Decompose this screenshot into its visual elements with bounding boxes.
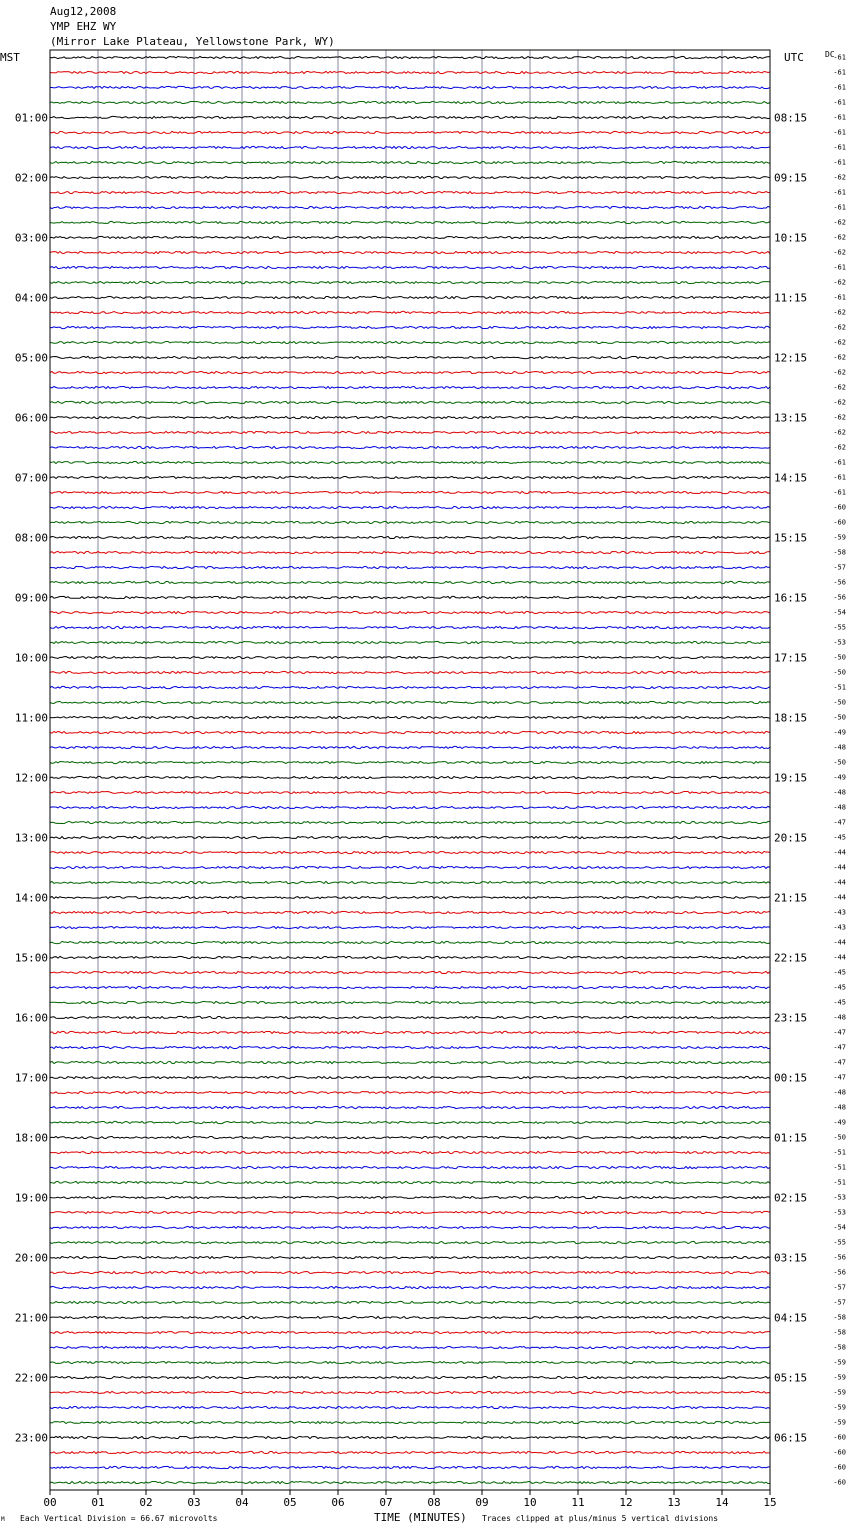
trace-row-86 — [50, 1346, 770, 1348]
trace-row-53 — [50, 851, 770, 853]
trace-row-55 — [50, 881, 770, 883]
dc-offset-row-3: -61 — [833, 98, 846, 107]
trace-row-4 — [50, 116, 770, 118]
right-hour-label: 10:15 — [774, 231, 808, 245]
trace-row-62 — [50, 986, 770, 988]
trace-row-44 — [50, 716, 770, 718]
dc-offset-row-5: -61 — [833, 128, 846, 137]
dc-offset-row-76: -53 — [833, 1193, 846, 1202]
trace-row-30 — [50, 506, 770, 508]
trace-row-61 — [50, 971, 770, 973]
dc-offset-row-62: -45 — [833, 983, 846, 992]
left-hour-label: 08:00 — [14, 531, 48, 545]
dc-offset-row-30: -60 — [833, 503, 846, 512]
dc-offset-row-50: -48 — [833, 803, 846, 812]
x-tick-label-09: 09 — [475, 1496, 489, 1509]
trace-row-19 — [50, 341, 770, 343]
trace-row-78 — [50, 1226, 770, 1228]
dc-offset-row-68: -47 — [833, 1073, 846, 1082]
chart-date: Aug12,2008 — [50, 5, 117, 18]
dc-offset-row-8: -62 — [833, 173, 846, 182]
dc-offset-row-18: -62 — [833, 323, 846, 332]
trace-row-66 — [50, 1046, 770, 1048]
left-hour-label: 05:00 — [14, 351, 48, 365]
left-hour-label: 07:00 — [14, 471, 48, 485]
trace-row-27 — [50, 461, 770, 463]
left-hour-label: 21:00 — [14, 1311, 48, 1325]
trace-row-45 — [50, 731, 770, 733]
trace-row-93 — [50, 1451, 770, 1453]
trace-row-90 — [50, 1406, 770, 1408]
dc-offset-row-63: -45 — [833, 998, 846, 1007]
dc-offset-row-74: -51 — [833, 1163, 846, 1172]
dc-offset-row-67: -47 — [833, 1058, 846, 1067]
dc-offset-row-1: -61 — [833, 68, 846, 77]
trace-row-21 — [50, 371, 770, 373]
dc-offset-row-78: -54 — [833, 1223, 846, 1232]
left-hour-label: 14:00 — [14, 891, 48, 905]
dc-offset-row-27: -61 — [833, 458, 846, 467]
trace-row-15 — [50, 281, 770, 283]
dc-offset-row-37: -54 — [833, 608, 846, 617]
x-tick-label-14: 14 — [715, 1496, 729, 1509]
trace-row-14 — [50, 266, 770, 268]
left-hour-label: 20:00 — [14, 1251, 48, 1265]
dc-offset-row-73: -51 — [833, 1148, 846, 1157]
dc-label: DC — [825, 50, 835, 59]
dc-offset-row-79: -55 — [833, 1238, 846, 1247]
dc-offset-row-51: -47 — [833, 818, 846, 827]
dc-offset-row-11: -62 — [833, 218, 846, 227]
trace-row-92 — [50, 1436, 770, 1438]
trace-row-32 — [50, 536, 770, 538]
dc-offset-row-23: -62 — [833, 398, 846, 407]
right-hour-label: 00:15 — [774, 1071, 808, 1085]
trace-row-83 — [50, 1301, 770, 1303]
dc-offset-row-85: -58 — [833, 1328, 846, 1337]
trace-row-69 — [50, 1091, 770, 1093]
right-hour-label: 13:15 — [774, 411, 808, 425]
x-tick-label-01: 01 — [91, 1496, 105, 1509]
dc-offset-row-65: -47 — [833, 1028, 846, 1037]
trace-row-10 — [50, 206, 770, 208]
trace-row-70 — [50, 1106, 770, 1108]
trace-row-39 — [50, 641, 770, 643]
dc-offset-row-82: -57 — [833, 1283, 846, 1292]
scale-note: Each Vertical Division = 66.67 microvolts — [20, 1514, 218, 1523]
x-tick-label-13: 13 — [667, 1496, 681, 1509]
trace-row-68 — [50, 1076, 770, 1078]
dc-offset-row-84: -58 — [833, 1313, 846, 1322]
right-hour-label: 17:15 — [774, 651, 808, 665]
right-hour-label: 02:15 — [774, 1191, 808, 1205]
dc-offset-row-10: -61 — [833, 203, 846, 212]
station-location: (Mirror Lake Plateau, Yellowstone Park, WY) — [50, 35, 335, 48]
dc-offset-row-36: -56 — [833, 593, 846, 602]
trace-row-57 — [50, 911, 770, 913]
right-hour-label: 03:15 — [774, 1251, 808, 1265]
left-hour-label: 16:00 — [14, 1011, 48, 1025]
station-code: YMP EHZ WY — [50, 20, 117, 33]
right-hour-label: 23:15 — [774, 1011, 808, 1025]
dc-offset-row-24: -62 — [833, 413, 846, 422]
trace-row-16 — [50, 296, 770, 298]
trace-row-2 — [50, 86, 770, 88]
trace-row-38 — [50, 626, 770, 628]
trace-row-84 — [50, 1316, 770, 1318]
right-hour-label: 11:15 — [774, 291, 808, 305]
left-hour-label: 13:00 — [14, 831, 48, 845]
right-hour-label: 20:15 — [774, 831, 808, 845]
x-tick-label-15: 15 — [763, 1496, 777, 1509]
left-hour-label: 06:00 — [14, 411, 48, 425]
dc-offset-row-89: -59 — [833, 1388, 846, 1397]
dc-offset-row-77: -53 — [833, 1208, 846, 1217]
trace-row-54 — [50, 866, 770, 868]
right-hour-label: 22:15 — [774, 951, 808, 965]
left-hour-label: 18:00 — [14, 1131, 48, 1145]
dc-offset-row-19: -62 — [833, 338, 846, 347]
dc-offset-row-28: -61 — [833, 473, 846, 482]
x-tick-label-10: 10 — [523, 1496, 537, 1509]
dc-offset-row-25: -62 — [833, 428, 846, 437]
dc-offset-row-80: -56 — [833, 1253, 846, 1262]
trace-row-36 — [50, 596, 770, 598]
right-hour-label: 19:15 — [774, 771, 808, 785]
left-hour-label: 19:00 — [14, 1191, 48, 1205]
right-hour-label: 21:15 — [774, 891, 808, 905]
dc-offset-row-44: -50 — [833, 713, 846, 722]
dc-offset-row-15: -62 — [833, 278, 846, 287]
dc-offset-row-71: -49 — [833, 1118, 846, 1127]
trace-row-24 — [50, 416, 770, 418]
dc-offset-row-92: -60 — [833, 1433, 846, 1442]
dc-offset-row-31: -60 — [833, 518, 846, 527]
trace-row-26 — [50, 446, 770, 448]
trace-row-6 — [50, 146, 770, 148]
dc-offset-row-88: -59 — [833, 1373, 846, 1382]
dc-offset-row-26: -62 — [833, 443, 846, 452]
trace-row-20 — [50, 356, 770, 358]
dc-offset-row-72: -50 — [833, 1133, 846, 1142]
trace-row-37 — [50, 611, 770, 613]
dc-offset-row-61: -45 — [833, 968, 846, 977]
trace-row-49 — [50, 791, 770, 793]
trace-row-52 — [50, 836, 770, 838]
left-hour-label: 11:00 — [14, 711, 48, 725]
left-hour-label: 15:00 — [14, 951, 48, 965]
x-tick-label-07: 07 — [379, 1496, 393, 1509]
dc-offset-row-45: -49 — [833, 728, 846, 737]
x-axis-title: TIME (MINUTES) — [374, 1511, 467, 1524]
clip-note: Traces clipped at plus/minus 5 vertical divisions — [482, 1514, 719, 1523]
left-hour-label: 22:00 — [14, 1371, 48, 1385]
dc-offset-row-7: -61 — [833, 158, 846, 167]
trace-row-46 — [50, 746, 770, 748]
dc-offset-row-56: -44 — [833, 893, 846, 902]
dc-offset-row-34: -57 — [833, 563, 846, 572]
trace-row-63 — [50, 1001, 770, 1003]
right-hour-label: 09:15 — [774, 171, 808, 185]
dc-offset-row-87: -59 — [833, 1358, 846, 1367]
dc-offset-row-81: -56 — [833, 1268, 846, 1277]
trace-row-65 — [50, 1031, 770, 1033]
x-tick-label-08: 08 — [427, 1496, 441, 1509]
trace-row-59 — [50, 941, 770, 943]
trace-row-95 — [50, 1481, 770, 1483]
trace-row-31 — [50, 521, 770, 523]
trace-row-13 — [50, 251, 770, 253]
dc-offset-row-29: -61 — [833, 488, 846, 497]
trace-row-88 — [50, 1376, 770, 1378]
trace-row-58 — [50, 926, 770, 928]
x-tick-label-12: 12 — [619, 1496, 633, 1509]
seismic-traces — [50, 56, 770, 1483]
trace-row-1 — [50, 71, 770, 73]
trace-row-85 — [50, 1331, 770, 1333]
trace-row-74 — [50, 1166, 770, 1168]
right-hour-label: 15:15 — [774, 531, 808, 545]
dc-offset-row-91: -59 — [833, 1418, 846, 1427]
left-hour-label: 01:00 — [14, 111, 48, 125]
dc-offset-row-13: -62 — [833, 248, 846, 257]
dc-offset-row-54: -44 — [833, 863, 846, 872]
right-hour-label: 01:15 — [774, 1131, 808, 1145]
dc-offset-row-47: -50 — [833, 758, 846, 767]
trace-row-42 — [50, 686, 770, 688]
dc-offset-row-6: -61 — [833, 143, 846, 152]
trace-row-17 — [50, 311, 770, 313]
right-hour-label: 04:15 — [774, 1311, 808, 1325]
trace-row-47 — [50, 761, 770, 763]
left-hour-label: 10:00 — [14, 651, 48, 665]
trace-row-87 — [50, 1361, 770, 1363]
x-tick-label-06: 06 — [331, 1496, 345, 1509]
dc-offset-row-32: -59 — [833, 533, 846, 542]
dc-offset-row-33: -58 — [833, 548, 846, 557]
trace-row-40 — [50, 656, 770, 658]
trace-row-8 — [50, 176, 770, 178]
trace-row-11 — [50, 221, 770, 223]
left-hour-label: 04:00 — [14, 291, 48, 305]
trace-row-9 — [50, 191, 770, 193]
trace-row-51 — [50, 821, 770, 823]
trace-row-12 — [50, 236, 770, 238]
dc-offset-row-83: -57 — [833, 1298, 846, 1307]
corner-mark: M — [1, 1516, 5, 1523]
dc-offset-row-75: -51 — [833, 1178, 846, 1187]
trace-row-43 — [50, 701, 770, 703]
right-hour-label: 05:15 — [774, 1371, 808, 1385]
dc-offset-row-0: -61 — [833, 53, 846, 62]
trace-row-18 — [50, 326, 770, 328]
trace-row-23 — [50, 401, 770, 403]
x-tick-label-02: 02 — [139, 1496, 153, 1509]
trace-row-80 — [50, 1256, 770, 1258]
dc-offset-row-64: -48 — [833, 1013, 846, 1022]
dc-offset-row-20: -62 — [833, 353, 846, 362]
trace-row-60 — [50, 956, 770, 958]
trace-row-71 — [50, 1121, 770, 1123]
dc-offset-row-38: -55 — [833, 623, 846, 632]
dc-offset-row-66: -47 — [833, 1043, 846, 1052]
x-tick-label-11: 11 — [571, 1496, 585, 1509]
axis-labels — [15, 54, 846, 1510]
dc-offset-row-35: -56 — [833, 578, 846, 587]
dc-offset-row-95: -60 — [833, 1478, 846, 1487]
dc-offset-row-86: -58 — [833, 1343, 846, 1352]
trace-row-33 — [50, 551, 770, 553]
dc-offset-row-21: -62 — [833, 368, 846, 377]
dc-offset-row-12: -62 — [833, 233, 846, 242]
trace-row-56 — [50, 896, 770, 898]
dc-offset-row-52: -45 — [833, 833, 846, 842]
right-hour-label: 12:15 — [774, 351, 808, 365]
trace-row-7 — [50, 161, 770, 163]
dc-offset-row-16: -61 — [833, 293, 846, 302]
trace-row-0 — [50, 56, 770, 58]
trace-row-35 — [50, 581, 770, 583]
dc-offset-row-94: -60 — [833, 1463, 846, 1472]
trace-row-81 — [50, 1271, 770, 1273]
dc-offset-row-14: -61 — [833, 263, 846, 272]
left-hour-label: 03:00 — [14, 231, 48, 245]
dc-offset-row-4: -61 — [833, 113, 846, 122]
right-hour-label: 14:15 — [774, 471, 808, 485]
dc-offset-row-2: -61 — [833, 83, 846, 92]
dc-offset-row-69: -48 — [833, 1088, 846, 1097]
dc-offset-row-59: -44 — [833, 938, 846, 947]
x-tick-label-04: 04 — [235, 1496, 249, 1509]
dc-offset-row-48: -49 — [833, 773, 846, 782]
dc-offset-row-53: -44 — [833, 848, 846, 857]
trace-row-72 — [50, 1136, 770, 1138]
trace-row-89 — [50, 1391, 770, 1393]
trace-row-75 — [50, 1181, 770, 1183]
right-hour-label: 08:15 — [774, 111, 808, 125]
dc-offset-row-57: -43 — [833, 908, 846, 917]
trace-row-34 — [50, 566, 770, 568]
x-tick-label-03: 03 — [187, 1496, 201, 1509]
right-hour-label: 06:15 — [774, 1431, 808, 1445]
dc-offset-row-60: -44 — [833, 953, 846, 962]
dc-offset-row-55: -44 — [833, 878, 846, 887]
trace-row-41 — [50, 671, 770, 673]
trace-row-77 — [50, 1211, 770, 1213]
dc-offset-row-41: -50 — [833, 668, 846, 677]
right-hour-label: 18:15 — [774, 711, 808, 725]
right-timezone-label: UTC — [784, 51, 804, 64]
right-hour-label: 16:15 — [774, 591, 808, 605]
left-hour-label: 12:00 — [14, 771, 48, 785]
left-timezone-label: MST — [0, 51, 20, 64]
dc-offset-row-39: -53 — [833, 638, 846, 647]
dc-offset-row-70: -48 — [833, 1103, 846, 1112]
dc-offset-row-22: -62 — [833, 383, 846, 392]
dc-offset-row-40: -50 — [833, 653, 846, 662]
dc-offset-row-58: -43 — [833, 923, 846, 932]
trace-row-3 — [50, 101, 770, 103]
trace-row-48 — [50, 776, 770, 778]
dc-offset-row-17: -62 — [833, 308, 846, 317]
left-hour-label: 23:00 — [14, 1431, 48, 1445]
dc-offset-row-43: -50 — [833, 698, 846, 707]
trace-row-82 — [50, 1286, 770, 1288]
trace-row-64 — [50, 1016, 770, 1018]
trace-row-28 — [50, 476, 770, 478]
dc-offset-row-49: -48 — [833, 788, 846, 797]
trace-row-76 — [50, 1196, 770, 1198]
trace-row-29 — [50, 491, 770, 493]
dc-offset-row-46: -48 — [833, 743, 846, 752]
trace-row-67 — [50, 1061, 770, 1063]
dc-offset-row-42: -51 — [833, 683, 846, 692]
dc-offset-row-9: -61 — [833, 188, 846, 197]
x-tick-label-00: 00 — [43, 1496, 57, 1509]
x-tick-label-05: 05 — [283, 1496, 297, 1509]
left-hour-label: 17:00 — [14, 1071, 48, 1085]
trace-row-50 — [50, 806, 770, 808]
dc-offset-row-93: -60 — [833, 1448, 846, 1457]
left-hour-label: 02:00 — [14, 171, 48, 185]
trace-row-91 — [50, 1421, 770, 1423]
trace-row-94 — [50, 1466, 770, 1468]
trace-row-25 — [50, 431, 770, 433]
trace-row-79 — [50, 1241, 770, 1243]
dc-offset-row-90: -59 — [833, 1403, 846, 1412]
left-hour-label: 09:00 — [14, 591, 48, 605]
trace-row-73 — [50, 1151, 770, 1153]
plot-frame — [50, 50, 770, 1490]
trace-row-22 — [50, 386, 770, 388]
trace-row-5 — [50, 131, 770, 133]
